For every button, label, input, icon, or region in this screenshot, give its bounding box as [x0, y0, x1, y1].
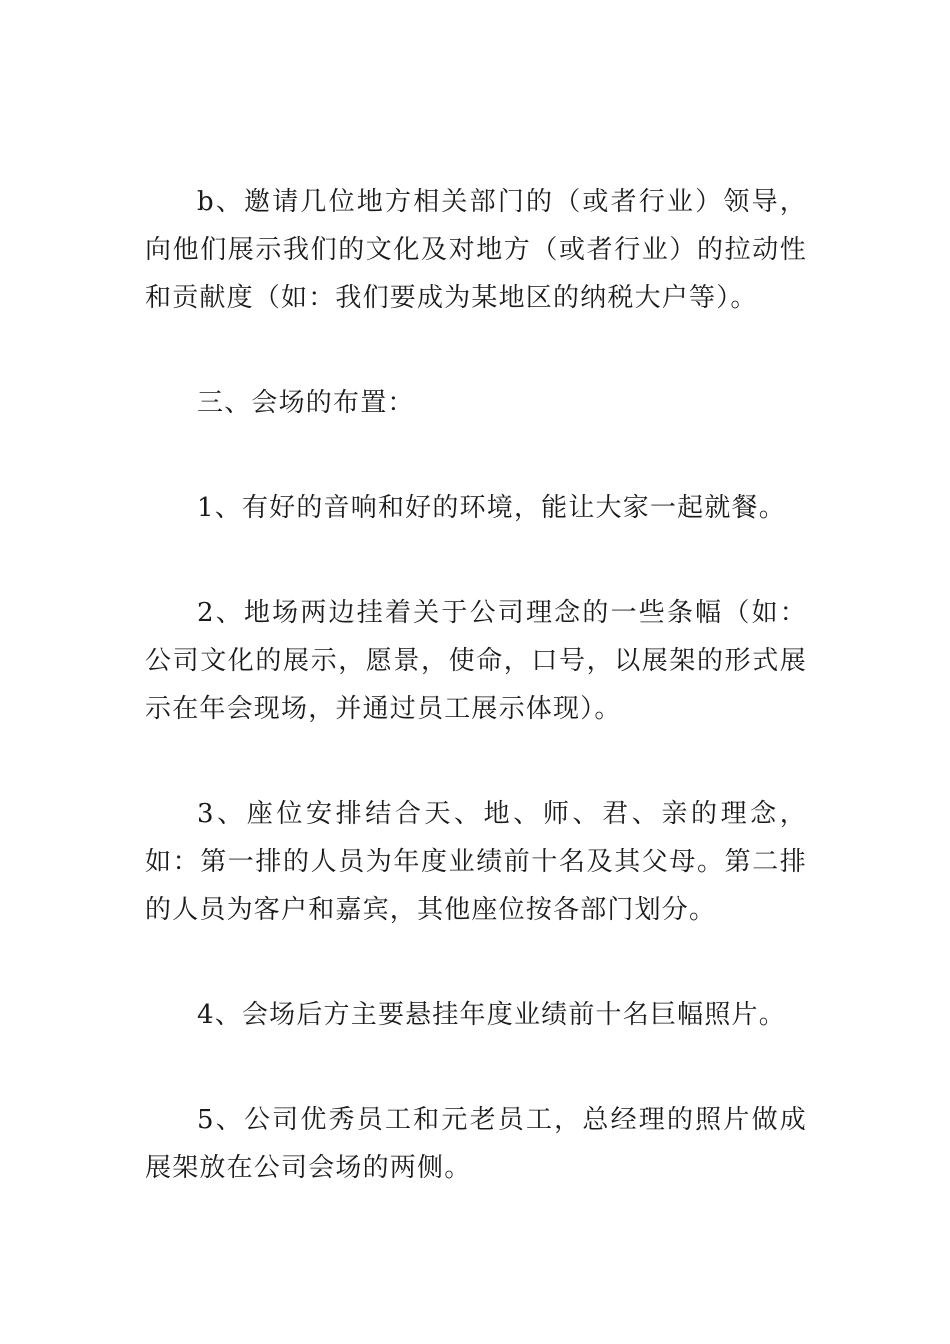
paragraph-item-3: 3、座位安排结合天、地、师、君、亲的理念，如：第一排的人员为年度业绩前十名及其父母。第二排的人员为客户和嘉宾，其他座位按各部门划分。	[145, 799, 807, 925]
paragraph-item-1: 1、有好的音响和好的环境，能让大家一起就餐。	[197, 493, 786, 523]
paragraph-item-2: 2、地场两边挂着关于公司理念的一些条幅（如：公司文化的展示，愿景，使命，口号，以展架的形式展示在年会现场，并通过员工展示体现）。	[145, 598, 807, 724]
document-body	[145, 178, 807, 1249]
paragraph-invite-officials: b、邀请几位地方相关部门的（或者行业）领导，向他们展示我们的文化及对地方（或者行业）的拉动性和贡献度（如：我们要成为某地区的纳税大户等）。	[145, 187, 807, 313]
paragraph-item-4: 4、会场后方主要悬挂年度业绩前十名巨幅照片。	[197, 1000, 786, 1030]
section-heading-venue-layout: 三、会场的布置：	[197, 388, 415, 418]
paragraph-item-5: 5、公司优秀员工和元老员工，总经理的照片做成展架放在公司会场的两侧。	[145, 1105, 807, 1183]
